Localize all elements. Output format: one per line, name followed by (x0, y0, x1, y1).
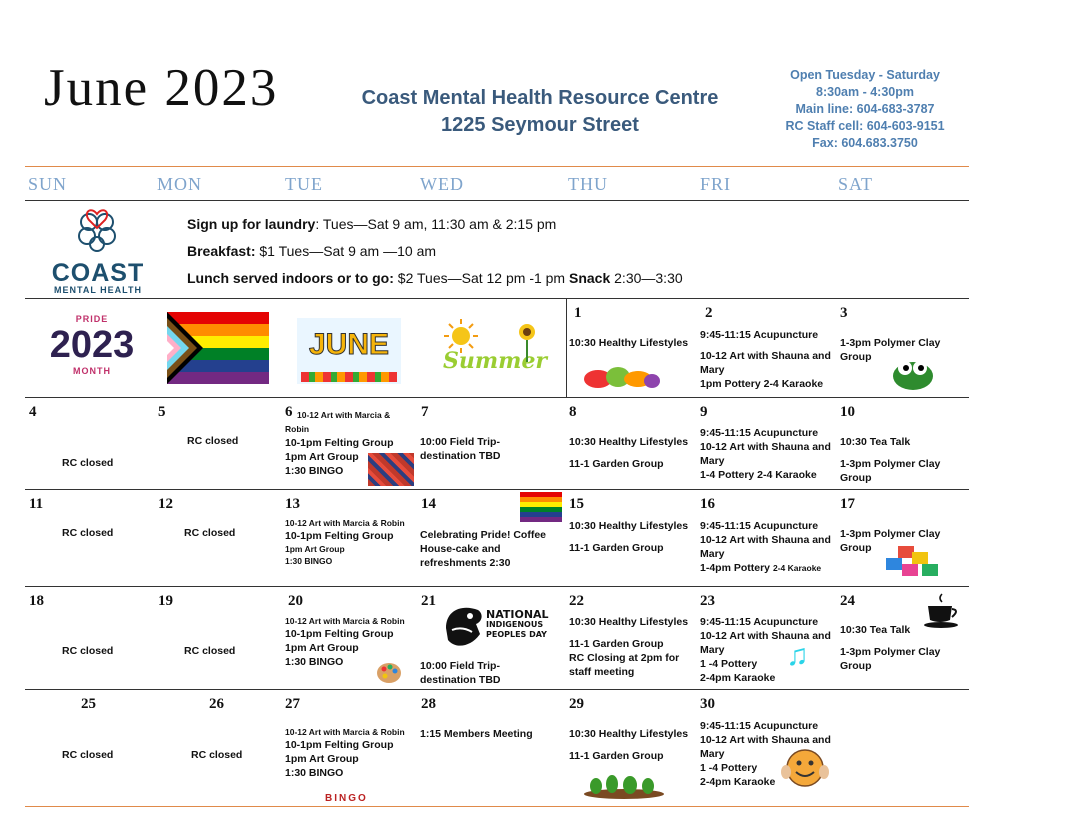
event-item: 1-4pm Pottery (700, 562, 771, 574)
day-number: 14 (421, 496, 436, 512)
event-item: 2-4 Karaoke (772, 563, 822, 573)
event-item: 1pm Pottery 2-4 Karaoke (700, 378, 824, 390)
closed-label: RC closed (62, 749, 114, 761)
day-number: 12 (158, 496, 173, 512)
day-number: 6 (285, 404, 293, 420)
karaoke-smiley-icon (780, 744, 830, 792)
day-7-events (420, 435, 532, 463)
day-number: 26 (209, 696, 224, 712)
pride-badge-year: 2023 (49, 324, 135, 366)
closed-label: RC closed (191, 749, 243, 761)
lunch-line (187, 265, 683, 292)
event-item: 1:15 Members Meeting (420, 728, 533, 740)
logo-subtitle: MENTAL HEALTH (54, 285, 142, 295)
org-name: Coast Mental Health Resource Centre (361, 87, 719, 109)
snack-label: Snack (569, 270, 611, 286)
event-item: 10-12 Art with Shauna and Mary (700, 350, 831, 376)
event-item: 10:00 Field Trip- destination TBD (420, 660, 501, 686)
event-item: 11-1 Garden Group (569, 750, 664, 762)
lunch-label: Lunch served indoors or to go: (187, 270, 394, 286)
paint-palette-icon (375, 658, 403, 686)
event-item: 10-1pm Felting Group (285, 437, 394, 449)
grid-line (25, 397, 969, 398)
event-item: 1-3pm Polymer Clay Group (840, 528, 941, 554)
lunch-text: $2 Tues—Sat 12 pm -1 pm (393, 270, 569, 286)
day-number: 17 (840, 496, 855, 512)
june-clipart-text: JUNE (308, 328, 390, 361)
event-item: 10-12 Art with Marcia & Robin (285, 518, 405, 528)
header-rule (25, 166, 969, 167)
closed-label: RC closed (62, 645, 114, 657)
event-item: 10-12 Art with Shauna and Mary (700, 734, 831, 760)
weekday-thu: THU (568, 174, 608, 194)
breakfast-text: $1 Tues—Sat 9 am —10 am (255, 243, 437, 259)
event-item: RC Closing at 2pm for staff meeting (569, 652, 680, 678)
orca-icon (442, 600, 486, 654)
hours-block (760, 67, 970, 152)
day-28-events (420, 727, 560, 741)
day-number: 5 (158, 404, 166, 420)
day-9-events (700, 426, 835, 482)
day-21-events (420, 659, 532, 687)
event-item: 2-4pm Karaoke (700, 776, 776, 788)
event-item: 10-12 Art with Marcia & Robin (285, 616, 405, 626)
event-item: 10:30 Healthy Lifestyles (569, 728, 689, 740)
day-number: 13 (285, 496, 300, 512)
event-item: 1:30 BINGO (285, 767, 344, 779)
day-14-events (420, 528, 560, 570)
event-item: 10:30 Tea Talk (840, 436, 911, 448)
laundry-line (187, 211, 683, 238)
hours-line: RC Staff cell: 604-603-9151 (785, 119, 945, 133)
pride-badge-bottom: MONTH (73, 366, 111, 376)
day-number: 9 (700, 404, 708, 420)
footer-rule (25, 806, 969, 807)
day-number: 22 (569, 593, 584, 609)
event-item: 10:30 Healthy Lifestyles (569, 520, 689, 532)
event-item: 1:30 BINGO (285, 556, 333, 566)
event-item: 1pm Art Group (285, 451, 359, 463)
event-item: 10-1pm Felting Group (285, 628, 394, 640)
progress-pride-flag-icon (167, 312, 269, 384)
garden-icon (582, 770, 666, 800)
day-number: 10 (840, 404, 855, 420)
event-item: 10:30 Healthy Lifestyles (569, 337, 689, 349)
day-23-events (700, 615, 835, 685)
clay-blocks-icon (884, 538, 942, 580)
event-item: 10-1pm Felting Group (285, 530, 394, 542)
day-number: 3 (840, 305, 848, 321)
pride-flag-small-icon (520, 492, 562, 522)
month-title: June 2023 (44, 59, 279, 117)
org-address: 1225 Seymour Street (441, 114, 639, 136)
day-number: 1 (574, 305, 582, 321)
coast-logo (45, 206, 151, 294)
event-item: 1-3pm Polymer Clay Group (840, 337, 941, 363)
day-number: 27 (285, 696, 300, 712)
hours-line: Open Tuesday - Saturday (790, 68, 940, 82)
summer-clipart (437, 318, 548, 380)
event-item: 1-3pm Polymer Clay Group (840, 646, 941, 672)
event-item: 9:45-11:15 Acupuncture (700, 720, 819, 732)
event-item: 1 -4 Pottery (700, 658, 758, 670)
closed-label: RC closed (184, 645, 236, 657)
event-item: 10:30 Healthy Lifestyles (569, 616, 689, 628)
grid-line (25, 489, 969, 490)
day-number: 15 (569, 496, 584, 512)
grid-line (25, 586, 969, 587)
day-number: 11 (29, 496, 44, 512)
day-8-events (569, 435, 697, 471)
event-item: 10-1pm Felting Group (285, 739, 394, 751)
closed-label: RC closed (62, 527, 114, 539)
snack-text: 2:30—3:30 (610, 270, 683, 286)
event-item: 2-4pm Karaoke (700, 672, 776, 684)
flower-row-icon (301, 372, 397, 382)
closed-label: RC closed (62, 457, 114, 469)
event-item: 9:45-11:15 Acupuncture (700, 616, 819, 628)
grid-line (25, 689, 969, 690)
day-29-events (569, 727, 697, 763)
summer-clipart-text: Summer (443, 348, 548, 374)
june-clipart (297, 318, 401, 384)
day-number: 19 (158, 593, 173, 609)
event-item: 10-12 Art with Shauna and Mary (700, 534, 831, 560)
hours-line: Main line: 604-683-3787 (795, 102, 935, 116)
event-item: 9:45-11:15 Acupuncture (700, 329, 819, 341)
day-number: 30 (700, 696, 715, 712)
day-number: 21 (421, 593, 436, 609)
day-number: 7 (421, 404, 429, 420)
event-item: 1pm Art Group (285, 753, 359, 765)
weekday-fri: FRI (700, 174, 732, 194)
event-item: 10-12 Art with Shauna and Mary (700, 441, 831, 467)
event-item: 1:30 BINGO (285, 656, 344, 668)
indigenous-peoples-day-logo (442, 598, 564, 656)
laundry-text: : Tues—Sat 9 am, 11:30 am & 2:15 pm (315, 216, 557, 232)
day-number: 2 (705, 305, 713, 321)
breakfast-label: Breakfast: (187, 243, 256, 259)
pride-badge-top: PRIDE (75, 314, 109, 324)
nip-day-line: INDIGENOUS (486, 620, 544, 629)
hours-line: Fax: 604.683.3750 (812, 136, 918, 150)
event-item: 11-1 Garden Group (569, 542, 664, 554)
day-1-events (569, 336, 694, 350)
grid-line (25, 298, 969, 299)
tea-cup-icon (922, 592, 962, 630)
day-number: 18 (29, 593, 44, 609)
event-item: 10-12 Art with Marcia & Robin (285, 410, 391, 434)
event-item: 10:30 Healthy Lifestyles (569, 436, 689, 448)
logo-flower-icon (45, 206, 151, 256)
day-10-events (840, 435, 960, 485)
day-number: 23 (700, 593, 715, 609)
event-item: 10:30 Tea Talk (840, 624, 911, 636)
event-item: 11-1 Garden Group (569, 638, 664, 650)
weekday-wed: WED (420, 174, 464, 194)
day-number: 24 (840, 593, 855, 609)
event-item: 11-1 Garden Group (569, 458, 664, 470)
day-number: 8 (569, 404, 577, 420)
event-item: 1pm Art Group (285, 544, 345, 554)
day-16-events (700, 519, 835, 575)
day-22-events (569, 615, 697, 679)
closed-label: RC closed (187, 435, 239, 447)
info-block (187, 211, 683, 292)
event-item: 10-12 Art with Shauna and Mary (700, 630, 831, 656)
day-number: 4 (29, 404, 37, 420)
breakfast-line (187, 238, 683, 265)
event-item: 1-3pm Polymer Clay Group (840, 458, 941, 484)
nip-day-line: NATIONAL (486, 608, 549, 621)
logo-wordmark: COAST (51, 259, 145, 287)
pride-2023-badge (44, 314, 140, 390)
grid-vline (566, 298, 567, 397)
day-24-events (840, 623, 960, 673)
laundry-label: Sign up for laundry (187, 216, 316, 232)
event-item: 1:30 BINGO (285, 465, 344, 477)
clay-turtle-icon (887, 350, 941, 394)
event-item: 9:45-11:15 Acupuncture (700, 427, 819, 439)
vegetables-icon (578, 359, 662, 391)
day-number: 16 (700, 496, 715, 512)
hours-line: 8:30am - 4:30pm (816, 85, 914, 99)
day-13-events (285, 517, 410, 567)
grid-line (25, 200, 969, 201)
music-note-icon: ♫ (786, 639, 809, 672)
event-item: 1 -4 Pottery (700, 762, 758, 774)
day-number: 25 (81, 696, 96, 712)
day-number: 20 (288, 593, 303, 609)
closed-label: RC closed (184, 527, 236, 539)
event-item: 10-12 Art with Marcia & Robin (285, 727, 405, 737)
event-item: Celebrating Pride! Coffee House-cake and refreshments 2:30 (420, 529, 547, 569)
event-item: 1pm Art Group (285, 642, 359, 654)
event-item: 9:45-11:15 Acupuncture (700, 520, 819, 532)
weekday-sun: SUN (28, 174, 68, 194)
weekday-mon: MON (157, 174, 203, 194)
weekday-tue: TUE (285, 174, 323, 194)
sunflower-icon (515, 322, 539, 362)
event-item: 10:00 Field Trip- destination TBD (420, 436, 501, 462)
day-15-events (569, 519, 697, 555)
event-item: 1-4 Pottery 2-4 Karaoke (700, 469, 817, 481)
weekday-sat: SAT (838, 174, 874, 194)
nip-day-line: PEOPLES DAY (486, 630, 547, 639)
day-number: 28 (421, 696, 436, 712)
day-27-events (285, 726, 410, 780)
day-2-events (700, 328, 835, 391)
day-number: 29 (569, 696, 584, 712)
felting-art-icon (368, 453, 414, 486)
bingo-balls-icon: BINGO (325, 793, 368, 804)
